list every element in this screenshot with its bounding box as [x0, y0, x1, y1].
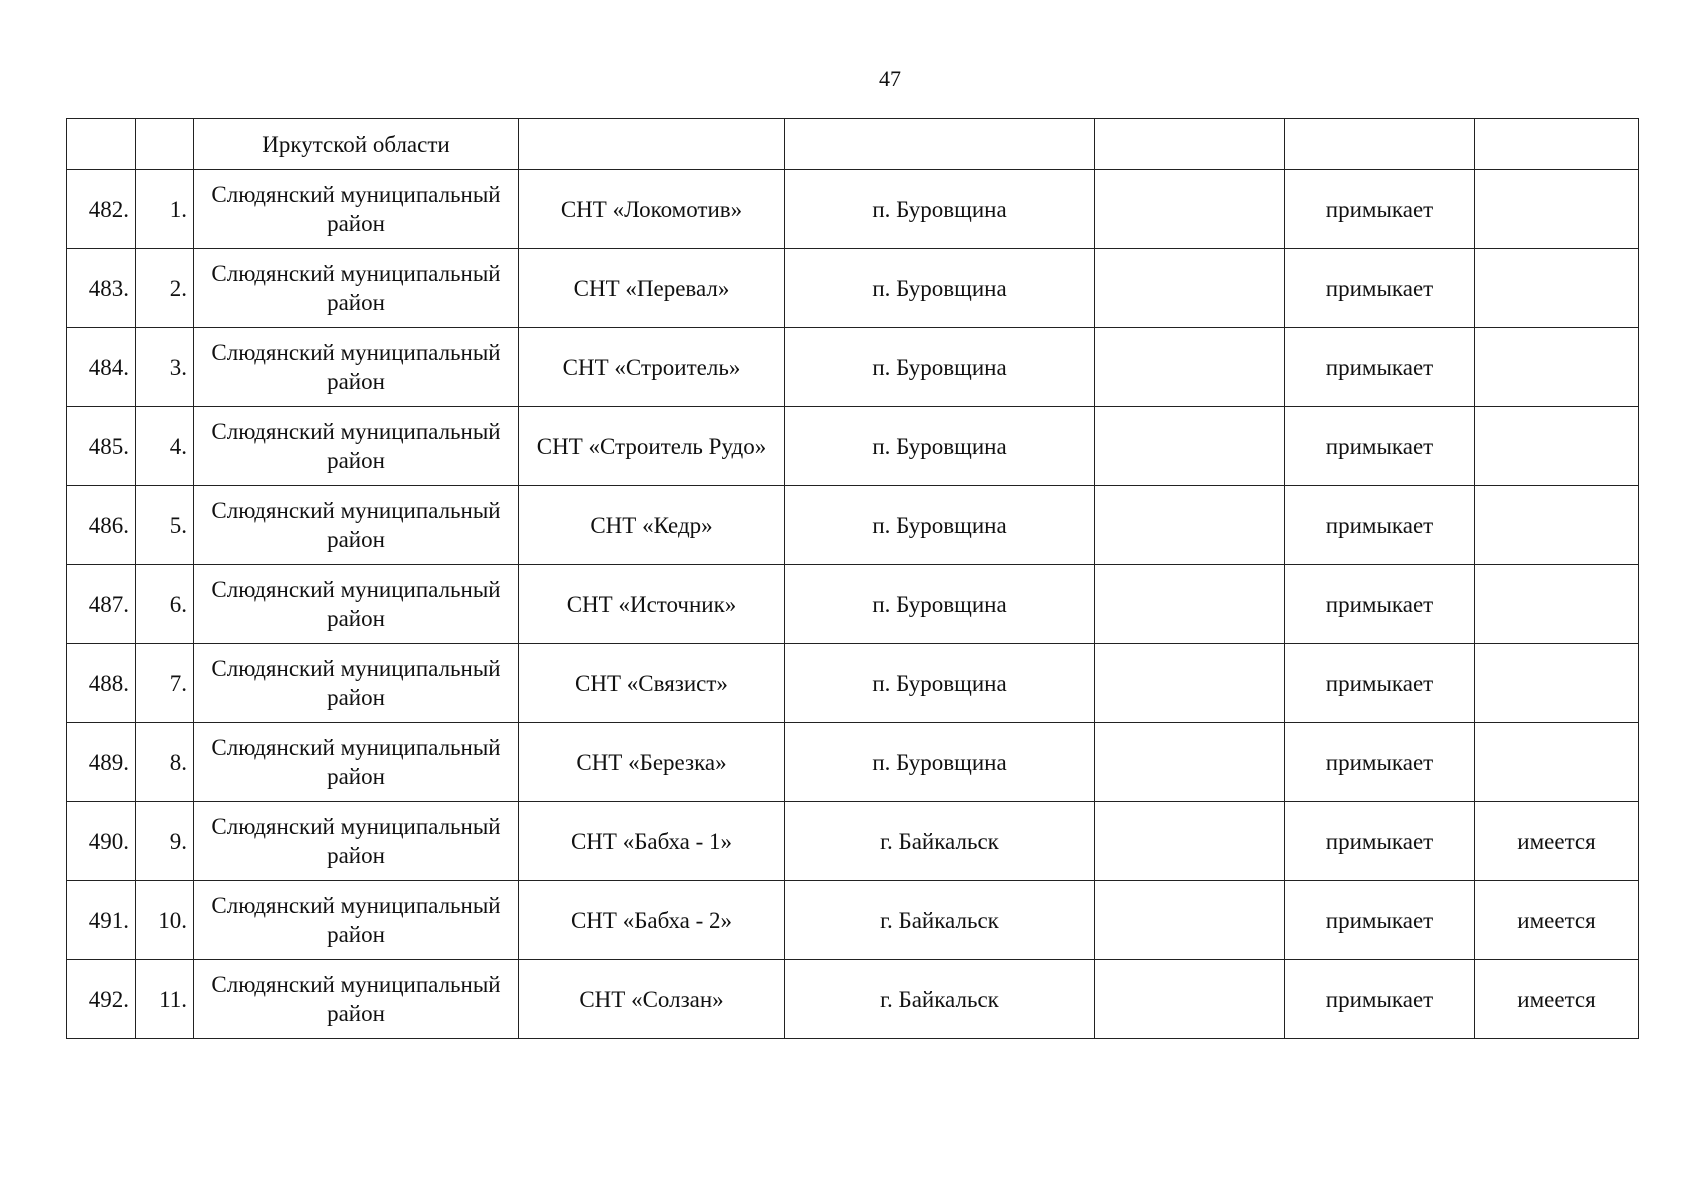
table-row	[67, 644, 1639, 723]
cell-availability: имеется	[1475, 802, 1639, 881]
cell-district: Слюдянский муниципальный район	[194, 565, 519, 644]
cell-extra	[1095, 723, 1285, 802]
cell-sub: 4.	[136, 407, 194, 486]
table-row	[67, 407, 1639, 486]
cell-snt: СНТ «Локомотив»	[519, 170, 785, 249]
cell-extra	[1095, 328, 1285, 407]
cell-adjacency: примыкает	[1285, 960, 1475, 1039]
cell-district: Слюдянский муниципальный район	[194, 881, 519, 960]
cell-num: 487.	[67, 565, 136, 644]
cell-adjacency: примыкает	[1285, 565, 1475, 644]
table-row	[67, 170, 1639, 249]
cell-num	[67, 119, 136, 170]
cell-sub: 10.	[136, 881, 194, 960]
cell-sub: 5.	[136, 486, 194, 565]
table-row	[67, 486, 1639, 565]
table-row	[67, 565, 1639, 644]
cell-snt: СНТ «Бабха - 1»	[519, 802, 785, 881]
cell-snt: СНТ «Связист»	[519, 644, 785, 723]
cell-place: п. Буровщина	[785, 565, 1095, 644]
cell-sub: 8.	[136, 723, 194, 802]
cell-place: п. Буровщина	[785, 249, 1095, 328]
cell-extra	[1095, 486, 1285, 565]
cell-adjacency: примыкает	[1285, 486, 1475, 565]
table-row	[67, 802, 1639, 881]
page-number: 47	[879, 66, 901, 91]
cell-num: 492.	[67, 960, 136, 1039]
cell-sub: 11.	[136, 960, 194, 1039]
cell-district: Слюдянский муниципальный район	[194, 328, 519, 407]
cell-availability	[1475, 486, 1639, 565]
cell-availability: имеется	[1475, 960, 1639, 1039]
cell-sub: 3.	[136, 328, 194, 407]
table-row	[67, 881, 1639, 960]
cell-sub	[136, 119, 194, 170]
cell-snt: СНТ «Строитель Рудо»	[519, 407, 785, 486]
cell-num: 483.	[67, 249, 136, 328]
cell-place: п. Буровщина	[785, 723, 1095, 802]
cell-adjacency: примыкает	[1285, 723, 1475, 802]
cell-snt: СНТ «Строитель»	[519, 328, 785, 407]
cell-extra	[1095, 249, 1285, 328]
cell-adjacency: примыкает	[1285, 644, 1475, 723]
cell-place: п. Буровщина	[785, 407, 1095, 486]
cell-place: п. Буровщина	[785, 644, 1095, 723]
cell-extra	[1095, 960, 1285, 1039]
table-row	[67, 723, 1639, 802]
cell-district: Слюдянский муниципальный район	[194, 802, 519, 881]
cell-snt: СНТ «Бабха - 2»	[519, 881, 785, 960]
cell-availability	[1475, 565, 1639, 644]
cell-extra	[1095, 881, 1285, 960]
cell-availability	[1475, 723, 1639, 802]
cell-num: 488.	[67, 644, 136, 723]
cell-extra	[1095, 565, 1285, 644]
cell-num: 491.	[67, 881, 136, 960]
cell-adjacency: примыкает	[1285, 170, 1475, 249]
cell-sub: 2.	[136, 249, 194, 328]
cell-snt: СНТ «Солзан»	[519, 960, 785, 1039]
table-row-continuation	[67, 119, 1639, 170]
cell-availability	[1475, 119, 1639, 170]
cell-availability: имеется	[1475, 881, 1639, 960]
cell-adjacency: примыкает	[1285, 249, 1475, 328]
cell-extra	[1095, 119, 1285, 170]
cell-place: п. Буровщина	[785, 486, 1095, 565]
cell-adjacency: примыкает	[1285, 407, 1475, 486]
cell-place: г. Байкальск	[785, 881, 1095, 960]
table-row	[67, 328, 1639, 407]
cell-num: 489.	[67, 723, 136, 802]
cell-snt: СНТ «Кедр»	[519, 486, 785, 565]
cell-snt: СНТ «Источник»	[519, 565, 785, 644]
cell-availability	[1475, 407, 1639, 486]
cell-sub: 9.	[136, 802, 194, 881]
cell-adjacency	[1285, 119, 1475, 170]
table-row	[67, 249, 1639, 328]
cell-num: 490.	[67, 802, 136, 881]
cell-place: г. Байкальск	[785, 802, 1095, 881]
cell-extra	[1095, 644, 1285, 723]
cell-availability	[1475, 249, 1639, 328]
cell-snt: СНТ «Березка»	[519, 723, 785, 802]
table-row	[67, 960, 1639, 1039]
cell-place: г. Байкальск	[785, 960, 1095, 1039]
cell-district: Слюдянский муниципальный район	[194, 407, 519, 486]
settlements-table	[66, 118, 1639, 1039]
cell-place: п. Буровщина	[785, 328, 1095, 407]
cell-snt: СНТ «Перевал»	[519, 249, 785, 328]
cell-district: Слюдянский муниципальный район	[194, 644, 519, 723]
cell-extra	[1095, 802, 1285, 881]
cell-district: Слюдянский муниципальный район	[194, 249, 519, 328]
cell-sub: 7.	[136, 644, 194, 723]
cell-sub: 1.	[136, 170, 194, 249]
cell-num: 485.	[67, 407, 136, 486]
cell-num: 486.	[67, 486, 136, 565]
cell-num: 482.	[67, 170, 136, 249]
cell-district: Слюдянский муниципальный район	[194, 723, 519, 802]
table-body	[67, 119, 1639, 1039]
cell-district: Слюдянский муниципальный район	[194, 486, 519, 565]
cell-snt	[519, 119, 785, 170]
cell-district: Слюдянский муниципальный район	[194, 960, 519, 1039]
cell-availability	[1475, 328, 1639, 407]
cell-district: Слюдянский муниципальный район	[194, 170, 519, 249]
cell-sub: 6.	[136, 565, 194, 644]
cell-availability	[1475, 170, 1639, 249]
cell-extra	[1095, 170, 1285, 249]
cell-adjacency: примыкает	[1285, 328, 1475, 407]
cell-place	[785, 119, 1095, 170]
cell-district: Иркутской области	[194, 119, 519, 170]
cell-adjacency: примыкает	[1285, 881, 1475, 960]
cell-adjacency: примыкает	[1285, 802, 1475, 881]
cell-place: п. Буровщина	[785, 170, 1095, 249]
cell-extra	[1095, 407, 1285, 486]
cell-num: 484.	[67, 328, 136, 407]
cell-availability	[1475, 644, 1639, 723]
